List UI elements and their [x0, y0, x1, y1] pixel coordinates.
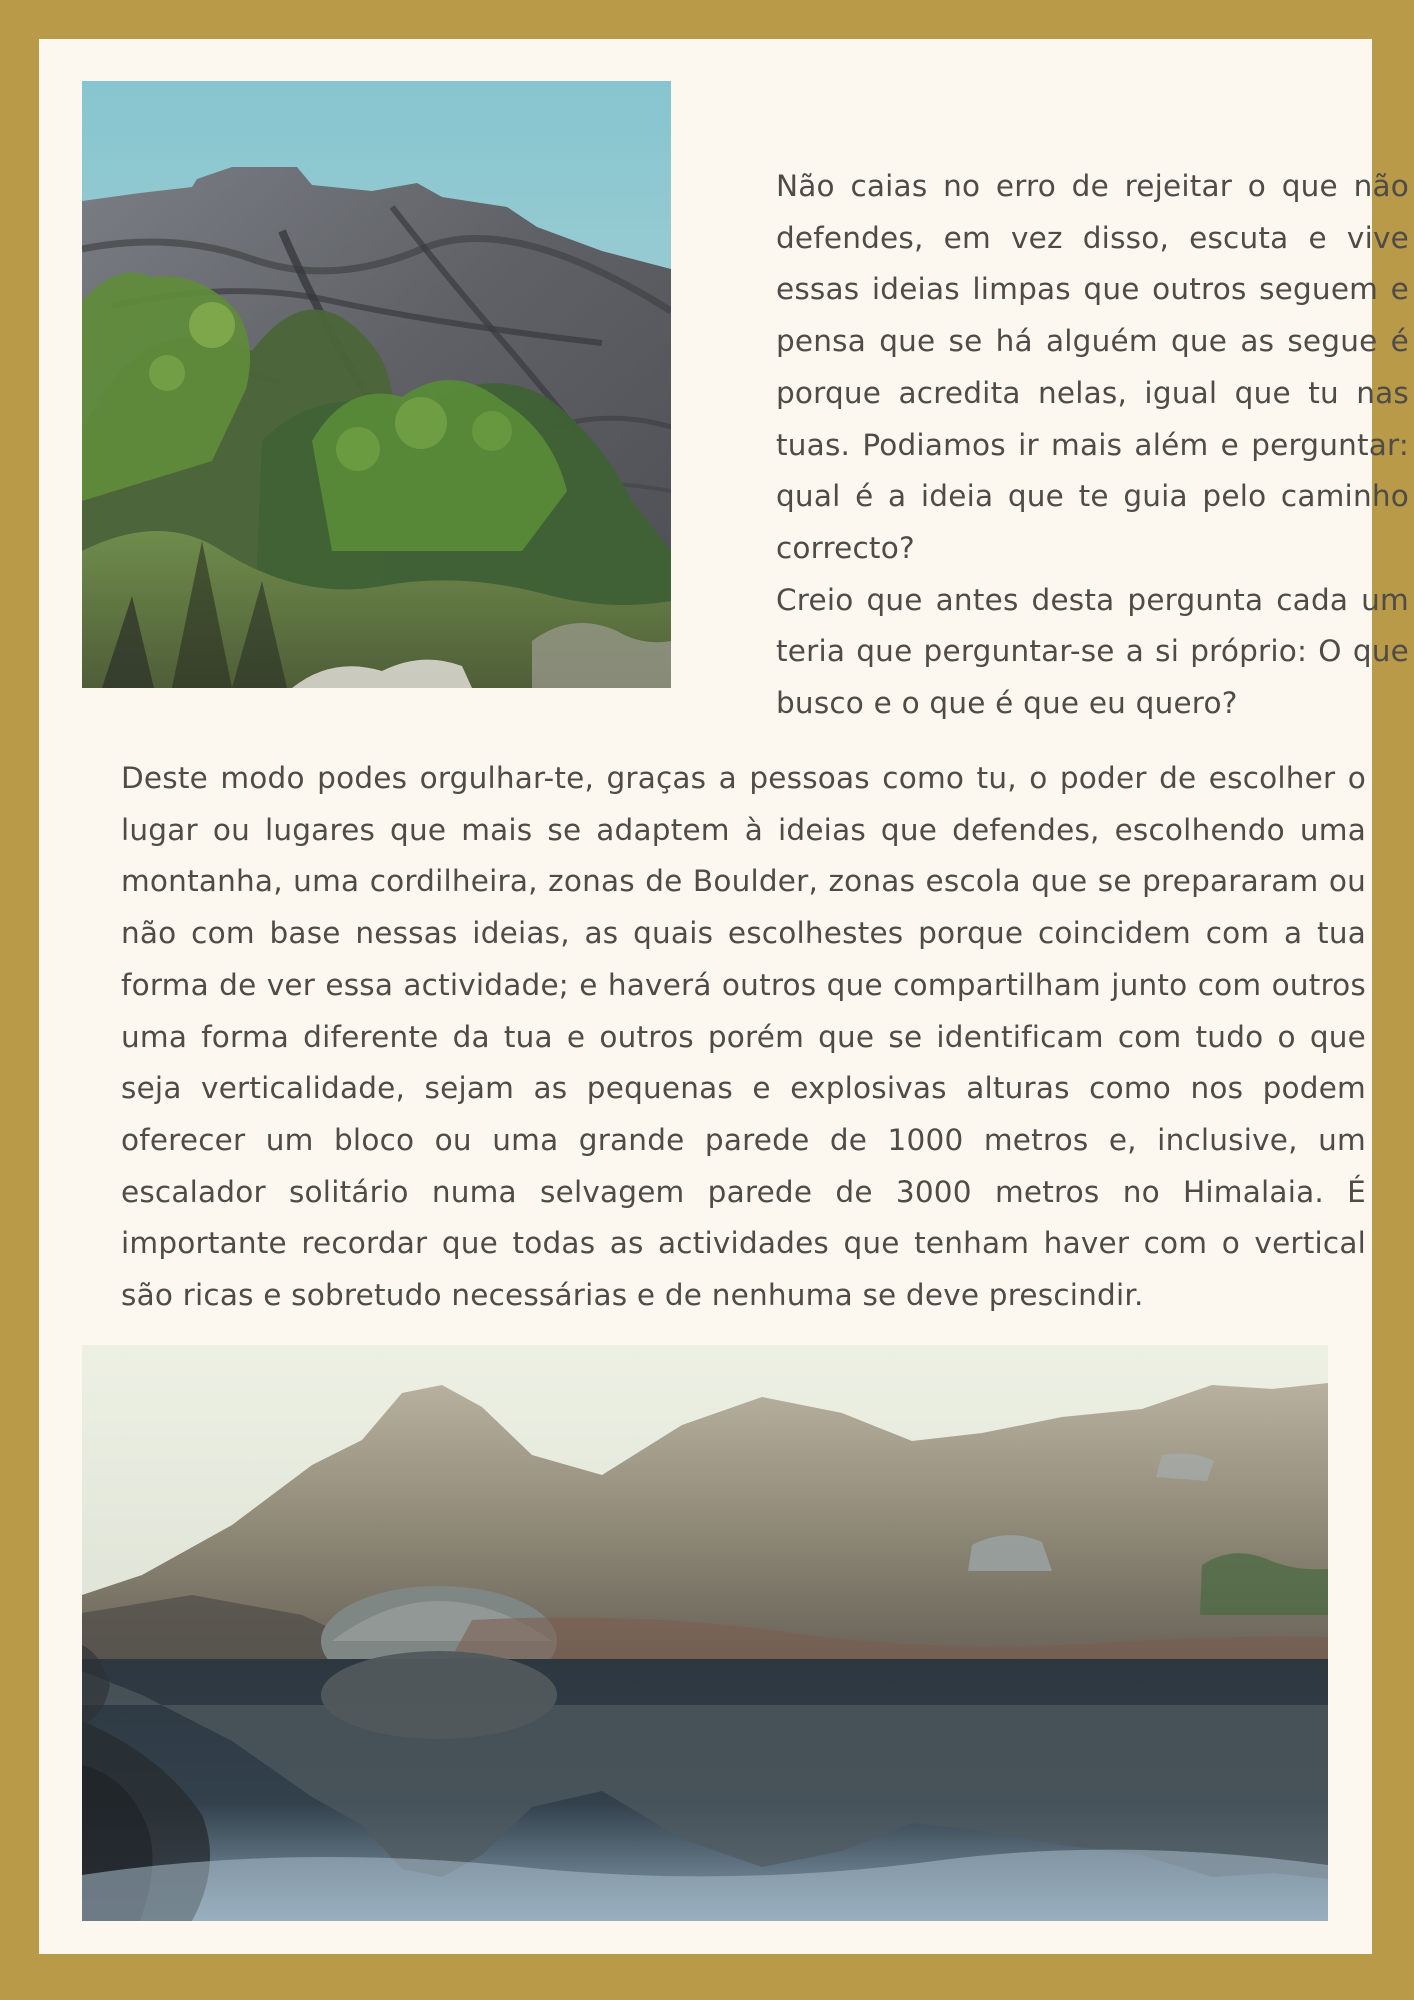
page [39, 39, 1409, 1954]
intro-text [776, 161, 1409, 730]
top-section [82, 81, 1409, 721]
paragraph-2: Creio que antes desta pergunta cada um teria que perguntar-se a si próprio: O que busco e o que é que eu quero? [776, 582, 1409, 721]
paragraph-3: Deste modo podes orgulhar-te, graças a pessoas como tu, o poder de escolher o lugar ou lugares que mais se adaptem à ideias que defendes, escolhendo uma montanha, uma cordilheira, zonas de Boulder, zonas escola que se prepararam ou não com base nessas ideias, as quais escolhestes porque coincidem com a tua forma de ver essa actividade; e haverá outros que compartilham junto com outros uma forma diferente da tua e outros porém que se identificam com tudo o que seja verticalidade, sejam as pequenas e explosivas alturas como nos podem oferecer um bloco ou uma grande parede de 1000 metros e, inclusive, um escalador solitário numa selvagem parede de 3000 metros no Himalaia. É importante recordar que todas as actividades que tenham haver com o vertical são ricas e sobretudo necessárias e de nenhuma se deve prescindir. [121, 761, 1366, 1313]
main-text [121, 753, 1366, 1322]
rock-photo [82, 81, 671, 688]
paragraph-1: Não caias no erro de rejeitar o que não defendes, em vez disso, escuta e vive essas ideias limpas que outros seguem e pensa que se há alguém que as segue é porque acredita nelas, igual que tu nas tuas. Podiamos ir mais além e perguntar: qual é a ideia que te guia pelo caminho correcto? [776, 169, 1409, 565]
lake-photo [82, 1345, 1328, 1921]
